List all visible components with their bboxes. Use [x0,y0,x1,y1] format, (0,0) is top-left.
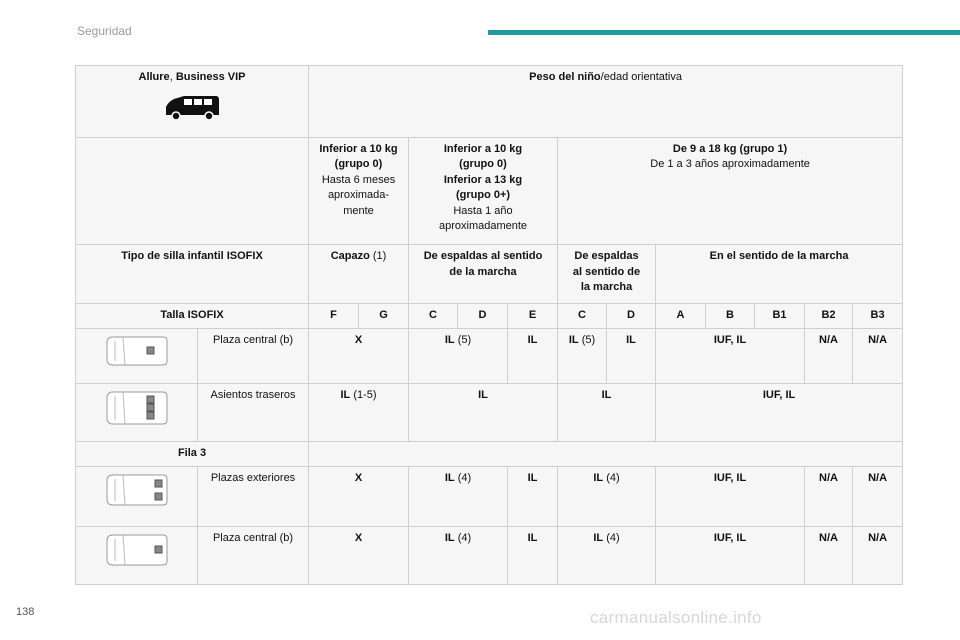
group-0-note1: Hasta 6 meses [321,173,396,186]
cell-outer-capazo: X [309,467,409,526]
cell-outer-c1 [409,467,508,526]
cell-central3-d1: IL [508,526,558,584]
car-top-outer-seats-icon [105,471,169,509]
cell-central3-b3: N/A [853,526,903,584]
seat-type-label: Tipo de silla infantil ISOFIX [76,245,309,303]
group-0plus-line4: (grupo 0+) [455,189,511,202]
cell-central3-c2 [558,526,656,584]
cell-central-c1-note: (5) [454,334,472,347]
watermark: carmanualsonline.info [590,608,762,627]
size-class-d: D [458,303,508,329]
cell-outer-c2-value: IL [593,472,604,485]
trim-business-vip: Business VIP [175,71,246,83]
cell-outer-forward: IUF, IL [656,467,805,526]
group-0-note2: aproximada- [327,189,390,202]
isofix-table [75,65,903,585]
group-0-cell [309,137,409,244]
trim-allure: Allure [138,71,170,83]
cell-outer-d1: IL [508,467,558,526]
cell-central3-b2: N/A [805,526,853,584]
cell-central-b3: N/A [853,329,903,384]
empty-cell [309,441,903,467]
size-class-c: C [409,303,458,329]
row-name-fila-3: Fila 3 [76,441,309,467]
van-side-icon [162,93,222,123]
car-top-rear-seats-icon [105,388,169,428]
group-0-note3: mente [343,204,374,217]
rear-facing-b-line1: De espaldas [574,250,639,263]
cell-rear-capazo-value: IL [340,389,351,402]
cell-central3-c2-value: IL [593,531,604,544]
cell-outer-c2-note: (4) [603,472,620,485]
group-1-line1: De 9 a 18 kg (grupo 1) [672,142,788,155]
capazo-cell [309,245,409,303]
cell-central-d2: IL [607,329,656,384]
cell-outer-c1-note: (4) [454,472,472,485]
trim-separator: , [169,71,176,83]
cell-central3-c1-value: IL [444,531,455,544]
size-class-g: G [359,303,409,329]
row-name-central-row3: Plaza central (b) [198,526,309,584]
cell-central-d1: IL [508,329,558,384]
rear-facing-b-line3: la marcha [580,281,633,294]
isofix-size-label: Talla ISOFIX [76,303,309,329]
cell-central3-c2-note: (4) [603,531,620,544]
group-0-line1: Inferior a 10 kg [319,142,398,155]
size-class-a: A [656,303,706,329]
size-class-c2: C [558,303,607,329]
rear-facing-cell [409,245,558,303]
size-class-b3: B3 [853,303,903,329]
forward-facing-cell: En el sentido de la marcha [656,245,903,303]
group-1-cell [558,137,903,244]
rear-facing-line1: De espaldas al sentido [423,250,543,263]
capazo-note: (1) [369,250,387,263]
group-0plus-line1: Inferior a 10 kg [443,142,523,155]
row-name-rear: Asientos traseros [198,384,309,441]
row-name-central: Plaza central (b) [198,329,309,384]
cell-central-b2: N/A [805,329,853,384]
rear-facing-b-cell [558,245,656,303]
seat-diagram-cell [76,329,198,384]
cell-central-c2-value: IL [568,334,579,347]
weight-header-bold: Peso del niño [529,71,601,83]
cell-outer-b3: N/A [853,467,903,526]
section-accent-bar [488,30,960,35]
cell-central3-c1 [409,526,508,584]
group-0plus-line3: Inferior a 13 kg [443,173,523,186]
group-1-note1: De 1 a 3 años aproximadamente [650,158,810,171]
size-class-b2: B2 [805,303,853,329]
cell-central-c1-value: IL [444,334,455,347]
size-class-d2: D [607,303,656,329]
cell-rear-capazo [309,384,409,441]
cell-central-c2 [558,329,607,384]
size-class-e: E [508,303,558,329]
cell-rear-rearfacing-b: IL [558,384,656,441]
seat-diagram-cell [76,467,198,526]
weight-header-cell [309,66,903,138]
cell-rear-capazo-note: (1-5) [350,389,377,402]
rear-facing-b-line2: al sentido de [572,265,641,278]
cell-rear-forward: IUF, IL [656,384,903,441]
seat-diagram-cell [76,526,198,584]
cell-central-c2-note: (5) [578,334,596,347]
group-0plus-note2: aproximadamente [438,219,528,232]
cell-outer-c2 [558,467,656,526]
group-0plus-line2: (grupo 0) [459,158,507,171]
cell-central3-c1-note: (4) [454,531,472,544]
cell-outer-c1-value: IL [444,472,455,485]
size-class-b: B [706,303,755,329]
row-name-outer: Plazas exteriores [198,467,309,526]
rear-facing-line2: de la marcha [449,265,517,278]
cell-central-c1 [409,329,508,384]
group-0-line2: (grupo 0) [334,158,383,171]
car-top-center-seat-icon [105,333,169,369]
page-number: 138 [16,606,35,618]
section-label: Seguridad [77,24,132,38]
group-0plus-cell [409,137,558,244]
group-0plus-note1: Hasta 1 año [453,204,513,217]
cell-central-forward: IUF, IL [656,329,805,384]
seat-diagram-cell [76,384,198,441]
car-top-row3-center-icon [105,531,169,569]
capazo-label: Capazo [330,250,370,263]
cell-central3-capazo: X [309,526,409,584]
cell-outer-b2: N/A [805,467,853,526]
size-class-f: F [309,303,359,329]
weight-header-rest: /edad orientativa [600,71,682,83]
trim-header-cell [76,66,309,138]
cell-rear-rearfacing: IL [409,384,558,441]
cell-central-capazo: X [309,329,409,384]
empty-cell [76,137,309,244]
cell-central3-forward: IUF, IL [656,526,805,584]
size-class-b1: B1 [755,303,805,329]
